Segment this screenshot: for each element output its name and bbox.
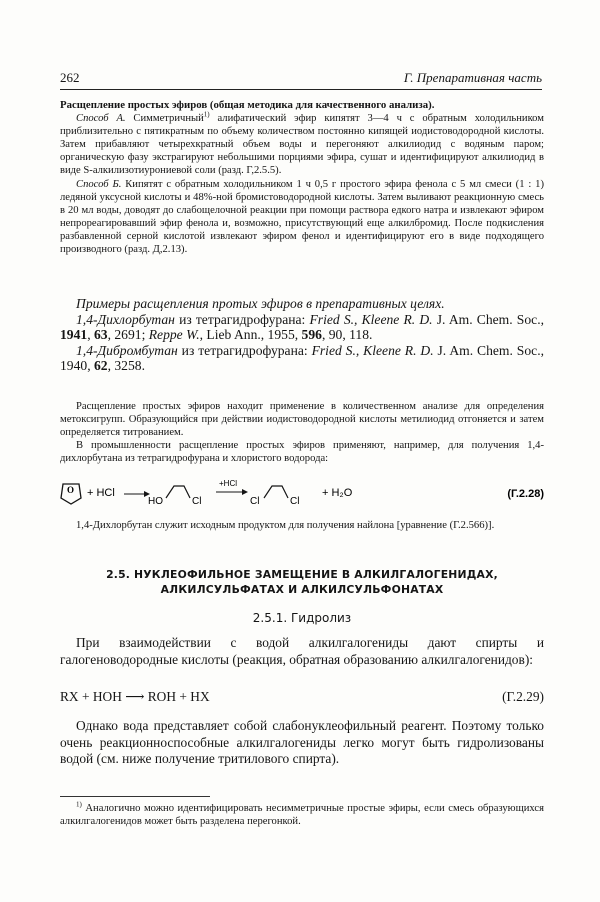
equation-text: RX + HOH ⟶ ROH + HX: [60, 689, 210, 704]
header-rule: [60, 89, 542, 90]
example-2-journal: J. Am. Chem. Soc., 1940,: [60, 342, 544, 374]
section-heading: [60, 567, 544, 597]
applications-block: [60, 400, 544, 465]
intermediate-chain: [166, 486, 190, 498]
footnote-text: Аналогично можно идентифицировать несимметричные простые эфиры, если смесь образующихся алкилгалогенидов может быть разделена перегонкой.: [60, 803, 544, 828]
method-b-paragraph: [60, 178, 544, 257]
subsection-heading: 2.5.1. Гидролиз: [252, 611, 352, 625]
example-1-pages: , 2691;: [107, 327, 149, 343]
example-1-pages-2: , 90, 118.: [321, 327, 373, 343]
example-1: [60, 312, 544, 343]
product-chain: [264, 486, 288, 498]
hydrolysis-p2: Однако вода представляет собой слабонуклеофильный реагент. Поэтому только очень реакционноспособные алкилгалогениды легко могут быть гидролизованы водой (см. ниже получение тритилового спирта).: [60, 718, 544, 767]
section-heading-line-2: АЛКИЛСУЛЬФАТАХ И АЛКИЛСУЛЬФОНАТАХ: [160, 583, 444, 596]
page-number: 262: [60, 70, 80, 85]
method-a-text-1: Симметричный: [133, 113, 204, 125]
example-2-from: из тетрагидрофурана:: [177, 342, 312, 358]
footnote-mark: 1): [76, 800, 82, 809]
example-1-name: 1,4-Дихлорбутан: [76, 311, 175, 327]
footnote-rule: [60, 796, 210, 797]
product-cl-left: Cl: [250, 496, 260, 507]
footnote-ref: 1): [203, 110, 210, 119]
method-a-text-2: алифатический эфир кипятят 3—4 ч с обратным холодильником приблизительно с пятикратным по объему количеством постоянно кипящей иодистоводородной кислоты. Затем прибавляют четырехкратный объем воды и перегоняют алкилиодид с водяным паром; органическую фазу экстрагируют небольшими порциями эфира, сушат и идентифицируют алкилиодид в виде S-алкилизотиурониевой соли (разд. Г,2.5.5).: [60, 113, 544, 177]
method-a-label: Способ А.: [76, 113, 126, 125]
byproduct-water: + H₂O: [322, 487, 353, 499]
equation-label-g229: (Г.2.29): [502, 689, 544, 704]
section-heading-line-1: 2.5. НУКЛЕОФИЛЬНОЕ ЗАМЕЩЕНИЕ В АЛКИЛГАЛОГЕНИДАХ,: [106, 568, 498, 581]
reaction-scheme: [60, 474, 544, 514]
running-title: Г. Препаративная часть: [403, 70, 542, 85]
example-1-sep: ,: [87, 327, 94, 343]
examples-heading: Примеры расщепления протых эфиров в препаративных целях.: [76, 296, 445, 311]
examples-block: [60, 296, 544, 374]
example-1-volume: 63: [93, 327, 108, 343]
equation-g229: [60, 689, 544, 705]
method-b-text: Кипятят с обратным холодильником 1 ч 0,5 г простого эфира фенола с 5 мл смеси (1 : 1) ледяной уксусной кислоты и 48%-ной бромистоводородной кислоты. Затем выливают реакционную смесь в 20 мл воды, доводят до слабощелочной реакции при помощи раствора едкого натра и извлекают эфиром непрореагировавший эфир фенола и, возможно, присутствующий еще алкилбромид. После подкисления разбавленной серной кислотой извлекают эфиром фенол и идентифицируют его в виде подходящего производного (разд. Д,2.13).: [60, 178, 545, 256]
example-1-volume-2: 596: [301, 327, 322, 343]
hydrolysis-p1: При взаимодействии с водой алкилгалогениды дают спирты и галогеноводородные кислоты (реакция, обратная образованию алкилгалогенидов):: [60, 635, 544, 667]
hydrolysis-block-1: [60, 635, 544, 668]
arrow-head-2: [242, 489, 248, 495]
intermediate-cl: Cl: [192, 496, 202, 507]
footnote-block: [60, 802, 544, 828]
method-title: Расщепление простых эфиров (общая методика для качественного анализа).: [60, 99, 435, 111]
example-1-from: из тетрагидрофурана:: [174, 311, 310, 327]
nylon-text: 1,4-Дихлорбутан служит исходным продуктом для получения найлона [уравнение (Г.2.566)].: [76, 520, 495, 531]
example-1-journal: J. Am. Chem. Soc.,: [432, 311, 544, 327]
footnote: [60, 802, 544, 828]
product-cl-right: Cl: [290, 496, 300, 507]
hydrolysis-block-2: [60, 718, 544, 768]
example-2-volume: 62: [93, 358, 108, 374]
intermediate-ho: HO: [148, 496, 163, 507]
example-1-authors: Fried S., Kleene R. D.: [309, 311, 433, 327]
example-2-pages: , 3258.: [107, 358, 145, 374]
method-a-paragraph: [60, 112, 544, 177]
method-b-label: Способ Б.: [76, 178, 122, 190]
applications-p2: В промышленности расщепление простых эфиров применяют, например, для получения 1,4-дихлорбутана из тетрагидрофурана и хлористого водорода:: [60, 440, 544, 465]
ring-oxygen: O: [67, 485, 75, 495]
example-2-authors: Fried S., Kleene R. D.: [311, 342, 434, 358]
method-block: [60, 99, 544, 256]
example-1-year: 1941: [60, 327, 88, 343]
applications-p1: Расщепление простых эфиров находит применение в количественном анализе для определения метоксигрупп. Образующийся при действии иодистоводородной кислоты метилиодид отгоняется и затем определяется титрованием.: [60, 401, 544, 439]
nylon-block: [60, 519, 544, 532]
example-2-name: 1,4-Дибромбутан: [76, 342, 178, 358]
example-2: [60, 343, 544, 374]
reagent-hcl-1: + HCl: [87, 487, 115, 499]
equation-label-g228: (Г.2.28): [507, 488, 544, 500]
example-1-authors-2: Reppe W.: [148, 327, 200, 343]
arrow-reagent: +HCl: [219, 479, 238, 488]
example-1-journal-2: , Lieb Ann., 1955,: [199, 327, 302, 343]
